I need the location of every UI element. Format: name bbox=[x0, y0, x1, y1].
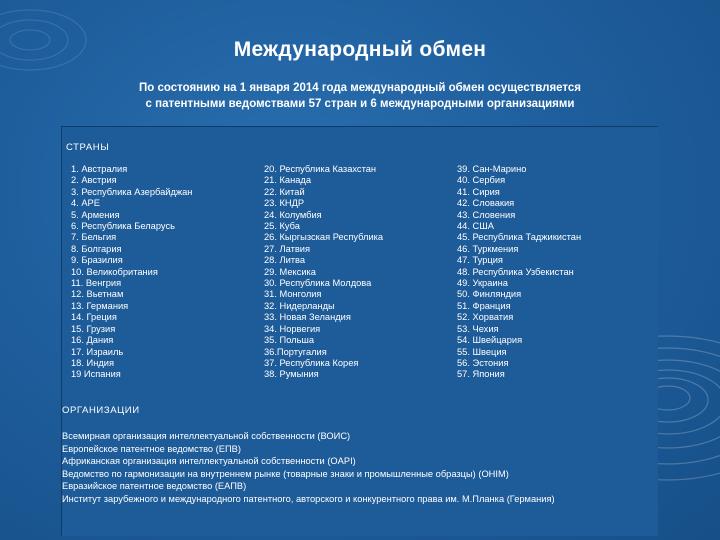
country-item: 23. КНДР bbox=[264, 198, 305, 209]
countries-column-1 bbox=[71, 164, 192, 381]
country-item: 30. Республика Молдова bbox=[264, 278, 372, 289]
country-item: 20. Республика Казахстан bbox=[264, 164, 377, 174]
organization-item: Европейское патентное ведомство (ЕПВ) bbox=[62, 443, 241, 454]
country-item: 53. Чехия bbox=[457, 323, 499, 334]
organization-item: Ведомство по гармонизации на внутреннем рынке (товарные знаки и промышленные образцы) (OHIM) bbox=[62, 468, 509, 479]
country-item: 15. Грузия bbox=[71, 323, 116, 334]
country-item: 42. Словакия bbox=[457, 198, 515, 209]
countries-column-2 bbox=[264, 164, 383, 381]
country-item: 48. Республика Узбекистан bbox=[457, 266, 574, 277]
countries-column-3 bbox=[457, 164, 581, 381]
country-item: 39. Сан-Марино bbox=[457, 164, 527, 174]
subtitle-line-2: с патентными ведомствами 57 стран и 6 международными организациями bbox=[145, 98, 575, 110]
country-item: 13. Германия bbox=[71, 300, 129, 311]
country-item: 18. Индия bbox=[71, 357, 114, 368]
country-item: 38. Румыния bbox=[264, 369, 319, 380]
country-item: 40. Сербия bbox=[457, 175, 506, 186]
country-item: 33. Новая Зеландия bbox=[264, 312, 351, 323]
organization-item: Институт зарубежного и международного патентного, авторского и конкурентного права им. М.Планка (Германия) bbox=[62, 493, 555, 504]
country-item: 52. Хорватия bbox=[457, 312, 514, 323]
country-item: 37. Республика Корея bbox=[264, 357, 359, 368]
country-item: 31. Монголия bbox=[264, 289, 322, 300]
country-item: 14. Греция bbox=[71, 312, 117, 323]
country-item: 24. Колумбия bbox=[264, 209, 322, 220]
country-item: 22. Китай bbox=[264, 186, 305, 197]
country-item: 10. Великобритания bbox=[71, 266, 158, 277]
organization-item: Всемирная организация интеллектуальной собственности (ВОИС) bbox=[62, 431, 351, 441]
country-item: 5. Армения bbox=[71, 209, 120, 220]
country-item: 44. США bbox=[457, 221, 494, 232]
country-item: 21. Канада bbox=[264, 175, 311, 186]
country-item: 11. Венгрия bbox=[71, 278, 122, 289]
country-item: 3. Республика Азербайджан bbox=[71, 186, 193, 197]
subtitle-line-1: По состоянию на 1 января 2014 года международный обмен осуществляется bbox=[138, 82, 582, 94]
page-title: Международный обмен bbox=[233, 38, 487, 61]
country-item: 49. Украина bbox=[457, 278, 508, 289]
country-item: 16. Дания bbox=[71, 335, 114, 346]
organization-item: Африканская организация интеллектуальной собственности (OAPI) bbox=[62, 456, 356, 467]
organization-item: Евразийское патентное ведомство (ЕАПВ) bbox=[62, 481, 247, 492]
country-item: 25. Куба bbox=[264, 221, 300, 232]
country-item: 55. Швеция bbox=[457, 346, 507, 357]
country-item: 56. Эстония bbox=[457, 357, 509, 368]
country-item: 29. Мексика bbox=[264, 266, 316, 277]
country-item: 27. Латвия bbox=[264, 243, 310, 254]
country-item: 46. Туркмения bbox=[457, 243, 519, 254]
country-item: 2. Австрия bbox=[71, 175, 117, 186]
country-item: 17. Израиль bbox=[71, 346, 124, 357]
page-subtitle bbox=[60, 80, 660, 112]
country-item: 19 Испания bbox=[71, 369, 121, 380]
country-item: 7. Бельгия bbox=[71, 232, 117, 243]
country-item: 1. Австралия bbox=[71, 164, 128, 174]
country-item: 41. Сирия bbox=[457, 186, 500, 197]
country-item: 9. Бразилия bbox=[71, 255, 123, 266]
country-item: 6. Республика Беларусь bbox=[71, 221, 175, 232]
country-item: 4. АРЕ bbox=[71, 198, 100, 209]
organizations-list bbox=[62, 430, 555, 506]
country-item: 57. Япония bbox=[457, 369, 505, 380]
country-item: 28. Литва bbox=[264, 255, 306, 266]
country-item: 43. Словения bbox=[457, 209, 516, 220]
country-item: 54. Швейцария bbox=[457, 335, 523, 346]
country-item: 47. Турция bbox=[457, 255, 503, 266]
country-item: 51. Франция bbox=[457, 300, 511, 311]
organizations-heading: ОРГАНИЗАЦИИ bbox=[62, 405, 140, 416]
country-item: 32. Нидерланды bbox=[264, 300, 335, 311]
country-item: 36.Португалия bbox=[264, 346, 327, 357]
country-item: 35. Польша bbox=[264, 335, 315, 346]
country-item: 34. Норвегия bbox=[264, 323, 321, 334]
countries-heading: СТРАНЫ bbox=[66, 142, 110, 153]
country-item: 8. Болгария bbox=[71, 243, 122, 254]
country-item: 45. Республика Таджикистан bbox=[457, 232, 582, 243]
country-item: 26. Кыргызская Республика bbox=[264, 232, 384, 243]
country-item: 12. Вьетнам bbox=[71, 289, 124, 300]
country-item: 50. Финляндия bbox=[457, 289, 522, 300]
